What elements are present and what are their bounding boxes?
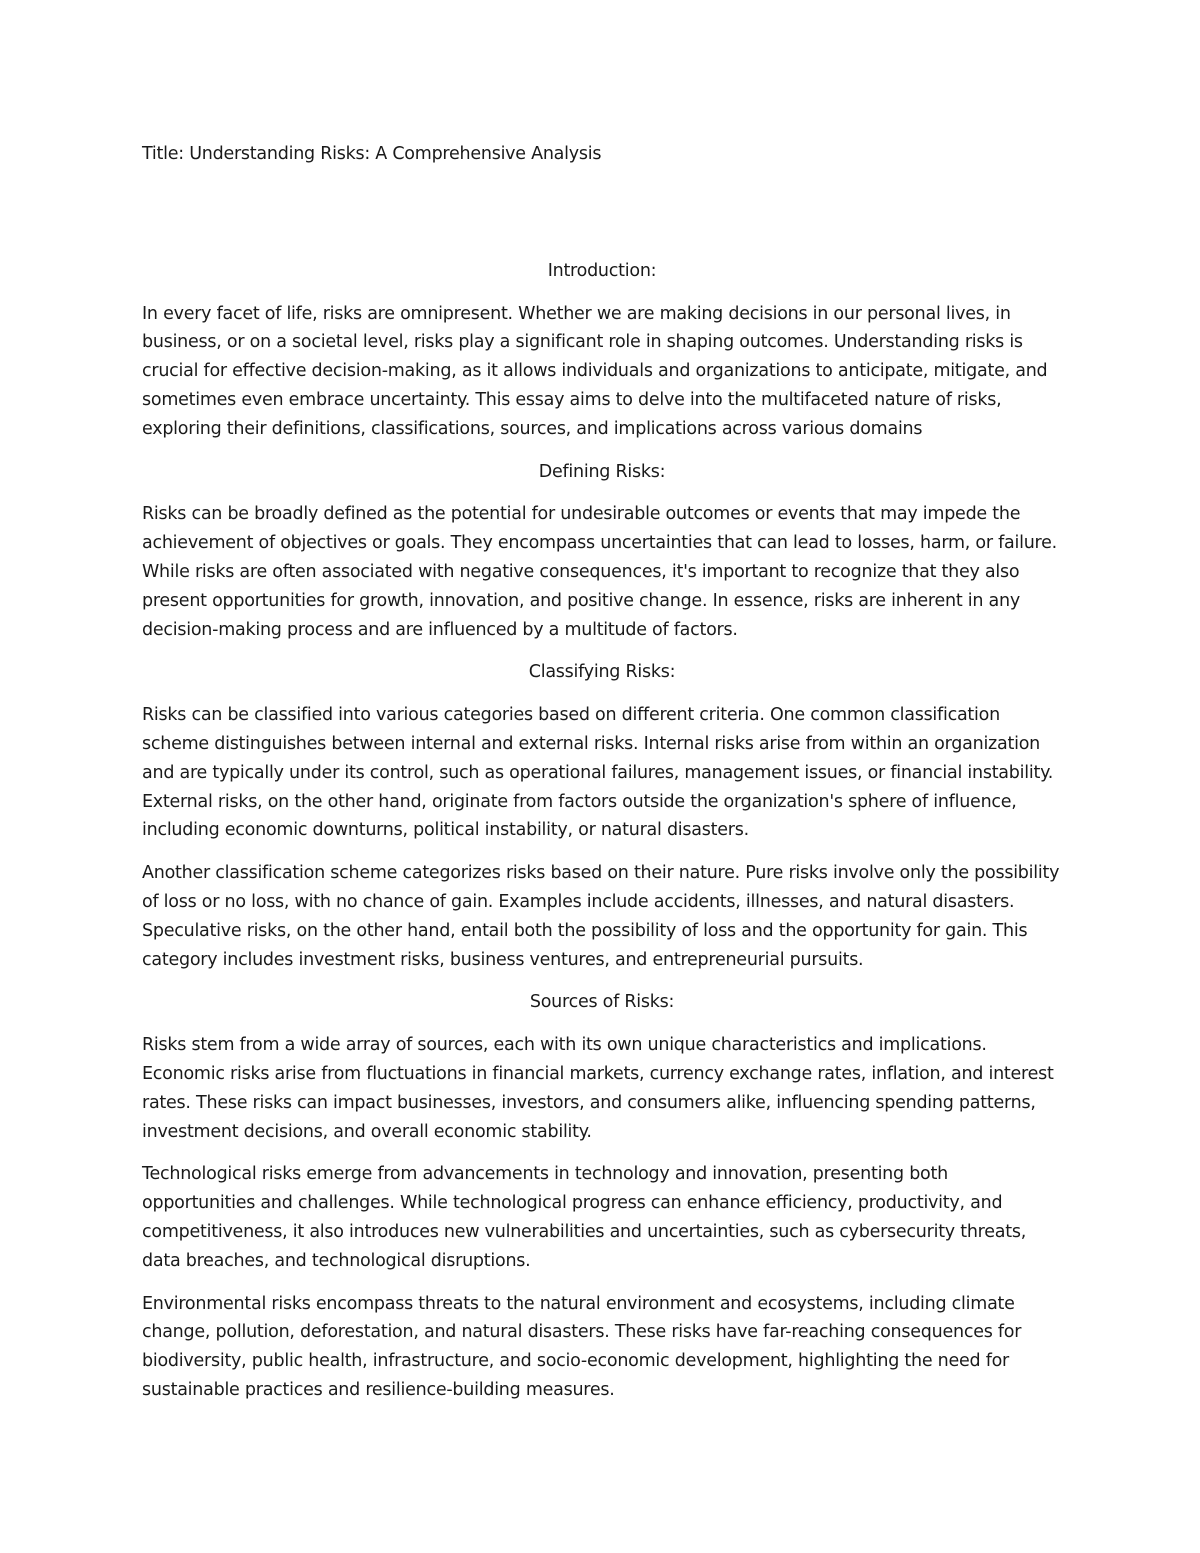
paragraph-sources-1: Risks stem from a wide array of sources, each with its own unique characteristics and implications. Economic risks arise from fluctuations in financial markets, currency exchange rates, inflation, and interest rates. These risks can impact businesses, investors, and consumers alike, influencing spending patterns, investment decisions, and overall economic stability. bbox=[142, 1035, 1054, 1142]
document-title: Title: Understanding Risks: A Comprehensive Analysis bbox=[142, 144, 602, 164]
paragraph-defining-1: Risks can be broadly defined as the potential for undesirable outcomes or events that may impede the achievement of objectives or goals. They encompass uncertainties that can lead to losses, harm, or failure. While risks are often associated with negative consequences, it's important to recognize that they also present opportunities for growth, innovation, and positive change. In essence, risks are inherent in any decision-making process and are influenced by a multitude of factors. bbox=[142, 504, 1057, 640]
heading-classifying-risks: Classifying Risks: bbox=[528, 662, 676, 683]
paragraph-sources-2: Technological risks emerge from advancements in technology and innovation, presenting both opportunities and challenges. While technological progress can enhance efficiency, productivity, and competitiveness, it also introduces new vulnerabilities and uncertainties, such as cybersecurity threats, data breaches, and technological disruptions. bbox=[142, 1164, 1027, 1271]
heading-introduction: Introduction: bbox=[547, 260, 657, 281]
paragraph-classifying-1: Risks can be classified into various categories based on different criteria. One common classification scheme distinguishes between internal and external risks. Internal risks arise from within an organization and are typically under its control, such as operational failures, management issues, or financial instability. External risks, on the other hand, originate from factors outside the organization's sphere of influence, including economic downturns, political instability, or natural disasters. bbox=[142, 705, 1054, 841]
paragraph-classifying-2: Another classification scheme categorizes risks based on their nature. Pure risks involve only the possibility of loss or no loss, with no chance of gain. Examples include accidents, illnesses, and natural disasters. Speculative risks, on the other hand, entail both the possibility of loss and the opportunity for gain. This category includes investment risks, business ventures, and entrepreneurial pursuits. bbox=[142, 863, 1060, 970]
document-body bbox=[142, 140, 1062, 1419]
heading-defining-risks: Defining Risks: bbox=[538, 461, 666, 482]
paragraph-sources-3: Environmental risks encompass threats to the natural environment and ecosystems, including climate change, pollution, deforestation, and natural disasters. These risks have far-reaching consequences for biodiversity, public health, infrastructure, and socio-economic development, highlighting the need for sustainable practices and resilience-building measures. bbox=[142, 1293, 1022, 1400]
heading-sources-of-risks: Sources of Risks: bbox=[529, 992, 675, 1013]
paragraph-introduction-1: In every facet of life, risks are omnipresent. Whether we are making decisions in our personal lives, in business, or on a societal level, risks play a significant role in shaping outcomes. Understanding risks is crucial for effective decision-making, as it allows individuals and organizations to anticipate, mitigate, and sometimes even embrace uncertainty. This essay aims to delve into the multifaceted nature of risks, exploring their definitions, classifications, sources, and implications across various domains bbox=[142, 303, 1048, 439]
